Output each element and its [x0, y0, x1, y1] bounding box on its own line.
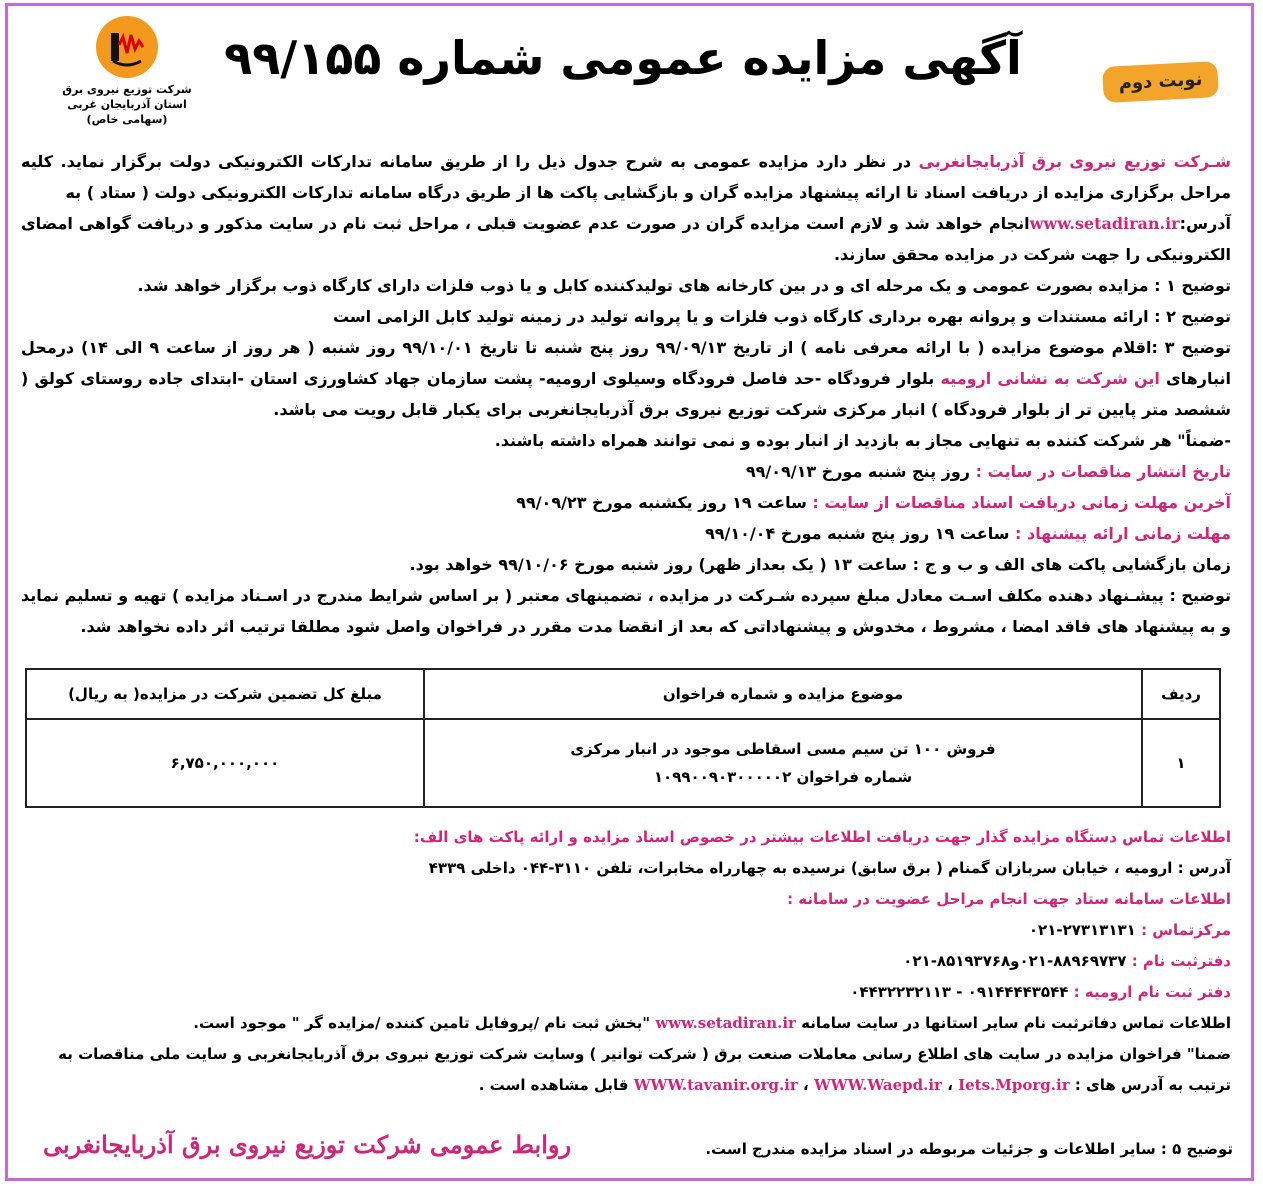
setadiran-link[interactable]: www.setadiran.ir: [1029, 214, 1180, 233]
opening-time: زمان بازگشایی پاکت های الف و ب و ج : ساعت ۱۳ ( یک بعداز ظهر) روز شنبه مورخ ۹۹/۱۰/۰۶ خواهد بود.: [409, 555, 1231, 574]
intro-text: [21, 146, 1231, 642]
waepd-link[interactable]: WWW.Waepd.ir: [813, 1076, 942, 1094]
contact-section: [21, 822, 1231, 1101]
col-subject: موضوع مزایده و شماره فراخوان: [424, 669, 1142, 719]
note-3-rest: بلوار فرودگاه -حد فاصل فرودگاه وسیلوی ارومیه- پشت سازمان جهاد کشاورزی استان -ابتدای جاده روستای کولق ( ششصد متر پایین تر از بلوار فرودگاه ) انبار مرکزی شرکت توزیع نیروی برق آذربایجانغربی برای یکبار قابل رویت می باشد.: [21, 369, 1231, 419]
contact-address: آدرس : ارومیه ، خیابان سربازان گمنام ( برق سابق) نرسیده به چهارراه مخابرات، تلفن ۳۱۱۰-۰۴۴ داخلی ۴۳۳۹: [428, 859, 1231, 877]
other-suffix: "بخش ثبت نام /پروفایل تامین کننده /مزایده گر " موجود است.: [193, 1014, 656, 1032]
office: [21, 946, 1231, 977]
logo-line-2: استان آذربایجان غربی: [67, 98, 187, 111]
company-logo: [48, 16, 206, 127]
note-2: توضیح ۲ : ارائه مستندات و پروانه بهره برداری کارگاه ذوب فلزات و یا پروانه تولید در زمینه تولید کابل الزامی است: [332, 307, 1231, 326]
note-1: توضیح ۱ : مزایده بصورت عمومی و یک مرحله ای و در بین کارخانه های تولیدکننده کابل و یا ذوب فلزات دارای کارگاه ذوب برگزار خواهد شد.: [137, 276, 1231, 295]
footer: [23, 1130, 1233, 1159]
note-3-text: توضیح ۳ :اقلام موضوع مزایده ( با ارائه معرفی نامه ) از تاریخ ۹۹/۰۹/۱۳ روز پنج شنبه تا تاریخ ۹۹/۱۰/۰۱ روز شنبه ( هر روز از ساعت ۹ الی ۱۴) درمحل انبارهای: [21, 338, 1232, 388]
logo-line-3: (سهامی خاص): [86, 113, 168, 126]
paragraph-1: [21, 146, 1231, 208]
table-header-row: [26, 669, 1220, 719]
urmia-label: دفتر ثبت نام ارومیه :: [1073, 983, 1231, 1001]
call-center: [21, 915, 1231, 946]
office-number: ۸۸۹۶۹۷۳۷-۰۲۱و۸۵۱۹۳۷۶۸-۰۲۱: [903, 952, 1132, 970]
logo-caption: [48, 82, 206, 127]
deadline-docs-value: ساعت ۱۹ روز یکشنبه مورخ ۹۹/۰۹/۲۳: [516, 493, 813, 512]
call-center-label: مرکزتماس :: [1141, 921, 1231, 939]
col-amount: مبلغ کل تضمین شرکت در مزایده( به ریال): [26, 669, 424, 719]
table-row: [26, 719, 1220, 807]
publish-date: [21, 456, 1231, 487]
paragraph-1-rest: در نظر دارد مزایده عمومی به شرح جدول ذیل را از طریق سامانه تدارکات الکترونیکی دولت برگزار نماید. کلیه مراحل برگزاری مزایده از دریافت اسناد تا ارائه پیشنهاد مزایده گران و بازگشایی پاکت ها از طریق درگاه سامانه تدارکات الکترونیکی دولت ( ستاد ) به: [21, 152, 1231, 202]
also-text: ضمنا" فراخوان مزایده در سایت های اطلاع رسانی معاملات صنعت برق ( شرکت توانیر ) وسایت شرکت توزیع نیروی برق آذربایجانغربی و سایت ملی مناقصات به ترتیب به آدرس های :: [58, 1045, 1231, 1094]
public-relations-signature: روابط عمومی شرکت توزیع نیروی برق آذربایجانغربی: [43, 1130, 572, 1159]
other-prefix: اطلاعات تماس دفاترثبت نام سایر استانها در سایت سامانه: [795, 1014, 1231, 1032]
setad-heading: اطلاعات سامانه ستاد جهت انجام مراحل عضویت در سامانه :: [787, 890, 1231, 908]
publish-label: تاریخ انتشار مناقصات در سایت :: [975, 462, 1231, 481]
company-name: شـرکت توزیع نیروی برق آذربایجانغربی: [918, 152, 1232, 171]
other-site-link[interactable]: www.setadiran.ir: [655, 1014, 796, 1032]
subject-line-2: شماره فراخوان ۱۰۹۹۰۰۹۰۳۰۰۰۰۰۲: [653, 768, 913, 786]
row-subject: [424, 719, 1142, 807]
urmia-office: [21, 977, 1231, 1008]
office-label: دفترثبت نام :: [1131, 952, 1231, 970]
contact-heading: اطلاعات تماس دستگاه مزایده گذار جهت دریافت اطلاعات بیشتر در خصوص اسناد مزایده و ارائه پاکت های الف:: [413, 828, 1231, 846]
deadline-offer: [21, 518, 1231, 549]
deadline-offer-label: مهلت زمانی ارائه پیشنهاد :: [1015, 524, 1231, 543]
row-amount: ۶,۷۵۰,۰۰۰,۰۰۰: [26, 719, 424, 807]
power-logo-icon: [96, 16, 158, 78]
subject-line-1: فروش ۱۰۰ تن سیم مسی اسقاطی موجود در انبار مرکزی: [570, 740, 996, 758]
note-attention: -ضمناً" هر شرکت کننده به تنهایی مجاز به بازدید از انبار بوده و نمی توانند همراه داشته باشند.: [494, 431, 1231, 450]
address-prefix: آدرس:: [1179, 214, 1231, 233]
also-suffix: قابل مشاهده است .: [478, 1076, 634, 1094]
row-index: ۱: [1142, 719, 1220, 807]
note-3: [21, 332, 1231, 425]
page-title: آگهی مزایده عمومی شماره ۹۹/۱۵۵: [224, 31, 1022, 85]
guarantee-note: توضیح : پیشـنهاد دهنده مکلف اسـت معادل مبلغ سپرده شـرکت در مزایده ، تضمینهای معتبر ( بر اساس شرایط مندرج در اسـناد مزایده ) تهیه و تسلیم نماید و به پیشنهاد های فاقد امضا ، مشروط ، مخدوش و پیشنهاداتی که بعد از انقضا مدت مقرر در فراخوان واصل شود مطلقا ترتیب اثر داده نخواهد شد.: [21, 586, 1231, 636]
urmia-number: ۰۹۱۴۴۴۴۳۵۴۴ - ۰۴۴۳۲۲۳۲۱۱۳: [850, 983, 1074, 1001]
deadline-offer-value: ساعت ۱۹ روز پنج شنبه مورخ ۹۹/۱۰/۰۴: [705, 524, 1016, 543]
iets-link[interactable]: Iets.Mporg.ir: [958, 1076, 1070, 1094]
paragraph-address: [21, 208, 1231, 270]
round-badge: نوبت دوم: [1102, 61, 1219, 103]
auction-table: [25, 668, 1221, 808]
ad-frame: [5, 3, 1254, 1181]
auction-notice: [8, 6, 1251, 1178]
publish-value: روز پنج شنبه مورخ ۹۹/۰۹/۱۳: [745, 462, 976, 481]
note-3-address-label: این شرکت به نشانی ارومیه: [940, 369, 1160, 388]
other-provinces: [21, 1008, 1231, 1039]
col-index: ردیف: [1142, 669, 1220, 719]
address-rest: انجام خواهد شد و لازم است مزایده گران در صورت عدم عضویت قبلی ، مراحل ثبت نام در سایت مذکور و دریافت گواهی امضای الکترونیکی را جهت شرکت در مزایده محقق سازند.: [21, 214, 1231, 264]
also-published: ضمنا" فراخوان مزایده در سایت های اطلاع رسانی معاملات صنعت برق ( شرکت توانیر ) وسایت شرکت توزیع نیروی برق آذربایجانغربی و سایت ملی مناقصات به ترتیب به آدرس های : WWW.tavanir.org.ir ، WWW.Waepd.ir ، Iets.Mporg.ir قابل مشاهده است .: [58, 1045, 1231, 1094]
note-5: توضیح ۵ : سایر اطلاعات و جزئیات مربوطه در اسناد مزایده مندرج است.: [705, 1140, 1233, 1158]
deadline-docs: [21, 487, 1231, 518]
tavanir-link[interactable]: WWW.tavanir.org.ir: [633, 1076, 798, 1094]
logo-line-1: شرکت توزیع نیروی برق: [62, 83, 192, 96]
deadline-docs-label: آخرین مهلت زمانی دریافت اسناد مناقصات از سایت :: [812, 493, 1231, 512]
call-center-number: ۲۷۳۱۳۱۳۱-۰۲۱: [1028, 921, 1142, 939]
